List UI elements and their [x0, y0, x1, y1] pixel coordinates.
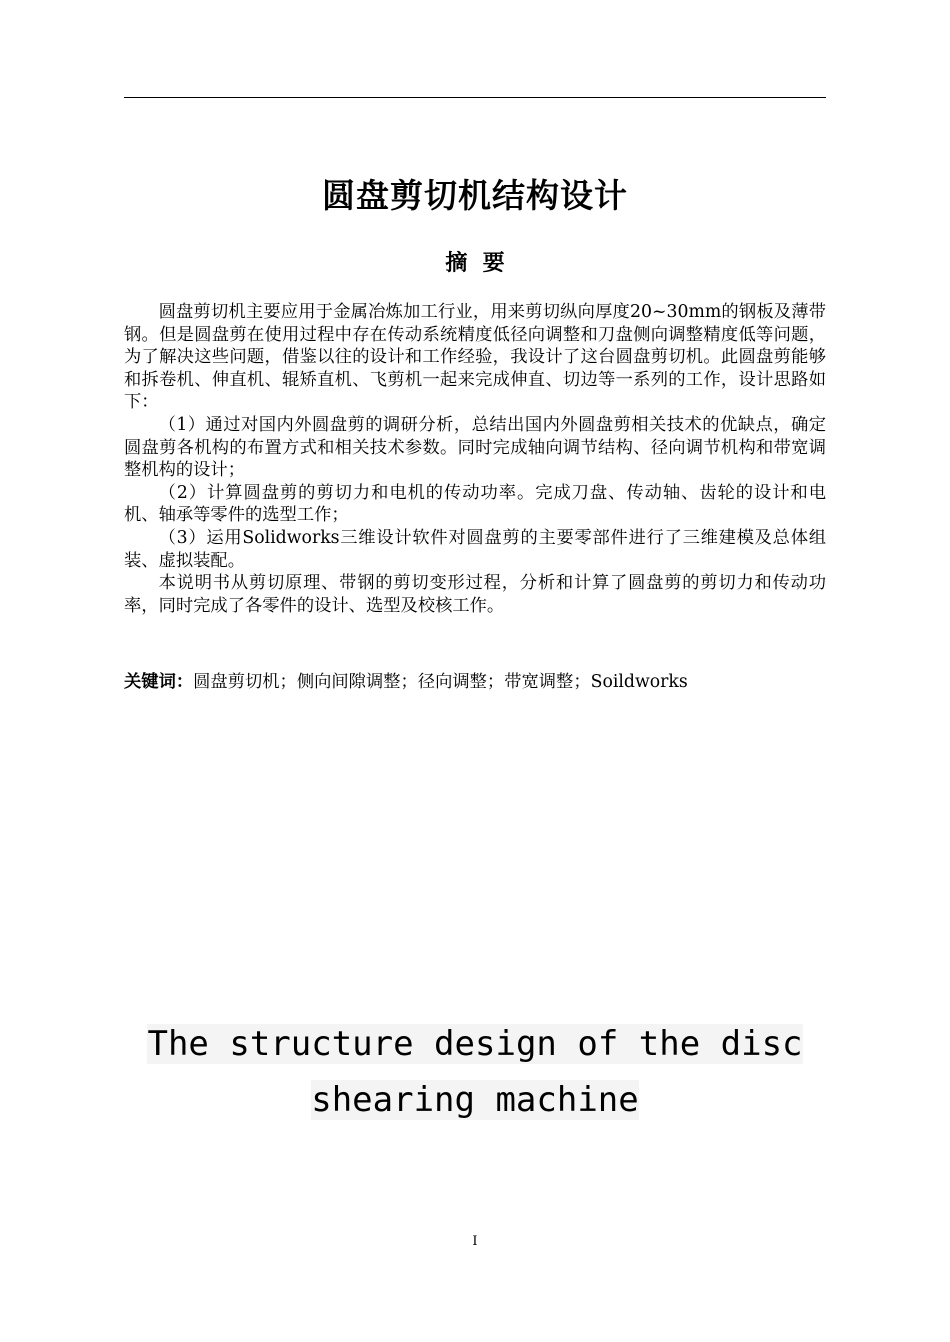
keywords-line	[124, 670, 826, 694]
keywords-text: 圆盘剪切机；侧向间隙调整；径向调整；带宽调整；Soildworks	[193, 672, 688, 692]
document-title: 圆盘剪切机结构设计	[322, 176, 628, 215]
english-title-line-2: shearing machine	[311, 1080, 639, 1120]
keywords-label: 关键词：	[124, 672, 194, 692]
abstract-paragraph: （3）运用Solidworks三维设计软件对圆盘剪的主要零部件进行了三维建模及总体组装、虚拟装配。	[124, 527, 826, 571]
abstract-paragraph: 圆盘剪切机主要应用于金属冶炼加工行业，用来剪切纵向厚度20~30mm的钢板及薄带钢。但是圆盘剪在使用过程中存在传动系统精度低径向调整和刀盘侧向调整精度低等问题，为了解决这些问题，借鉴以往的设计和工作经验，我设计了这台圆盘剪切机。此圆盘剪能够和拆卷机、伸直机、辊矫直机、飞剪机一起来完成伸直、切边等一系列的工作，设计思路如下：	[124, 302, 826, 413]
abstract-heading: 摘 要	[445, 250, 505, 276]
header-rule	[124, 97, 826, 98]
english-title	[124, 1016, 826, 1128]
english-title-line-1: The structure design of the disc	[147, 1024, 803, 1064]
page-number: I	[472, 1234, 478, 1249]
abstract-paragraph: （2）计算圆盘剪的剪切力和电机的传动功率。完成刀盘、传动轴、齿轮的设计和电机、轴承等零件的选型工作；	[124, 482, 826, 526]
abstract-paragraph: 本说明书从剪切原理、带钢的剪切变形过程，分析和计算了圆盘剪的剪切力和传动功率，同时完成了各零件的设计、选型及校核工作。	[124, 573, 826, 616]
abstract-paragraph: （1）通过对国内外圆盘剪的调研分析，总结出国内外圆盘剪相关技术的优缺点，确定圆盘剪各机构的布置方式和相关技术参数。同时完成轴向调节结构、径向调节机构和带宽调整机构的设计；	[124, 414, 826, 481]
abstract-body	[124, 301, 826, 617]
